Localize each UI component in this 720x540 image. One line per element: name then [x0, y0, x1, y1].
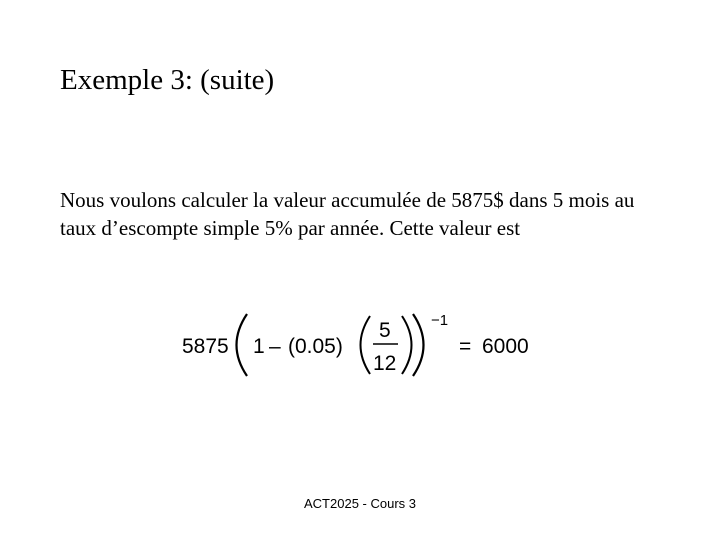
- formula-denominator: 12: [373, 352, 397, 375]
- inner-right-paren: [402, 316, 412, 374]
- formula-one: 1: [253, 335, 265, 358]
- formula: [150, 300, 570, 390]
- outer-right-paren: [413, 314, 424, 376]
- formula-minus: –: [269, 335, 281, 358]
- formula-result: 6000: [482, 335, 529, 358]
- formula-equals: =: [459, 335, 472, 358]
- body-paragraph: Nous voulons calculer la valeur accumulée de 5875$ dans 5 mois au taux d’escompte simple 5% par année. Cette valeur est: [60, 188, 635, 240]
- formula-rate: (0.05): [288, 335, 343, 358]
- inner-left-paren: [361, 316, 371, 374]
- slide-footer: ACT2025 - Cours 3: [304, 496, 416, 511]
- formula-numerator: 5: [379, 319, 391, 342]
- outer-left-paren: [237, 314, 248, 376]
- formula-principal: 5875: [182, 335, 229, 358]
- formula-exponent: −1: [431, 312, 449, 329]
- slide-title: Exemple 3: (suite): [60, 64, 275, 96]
